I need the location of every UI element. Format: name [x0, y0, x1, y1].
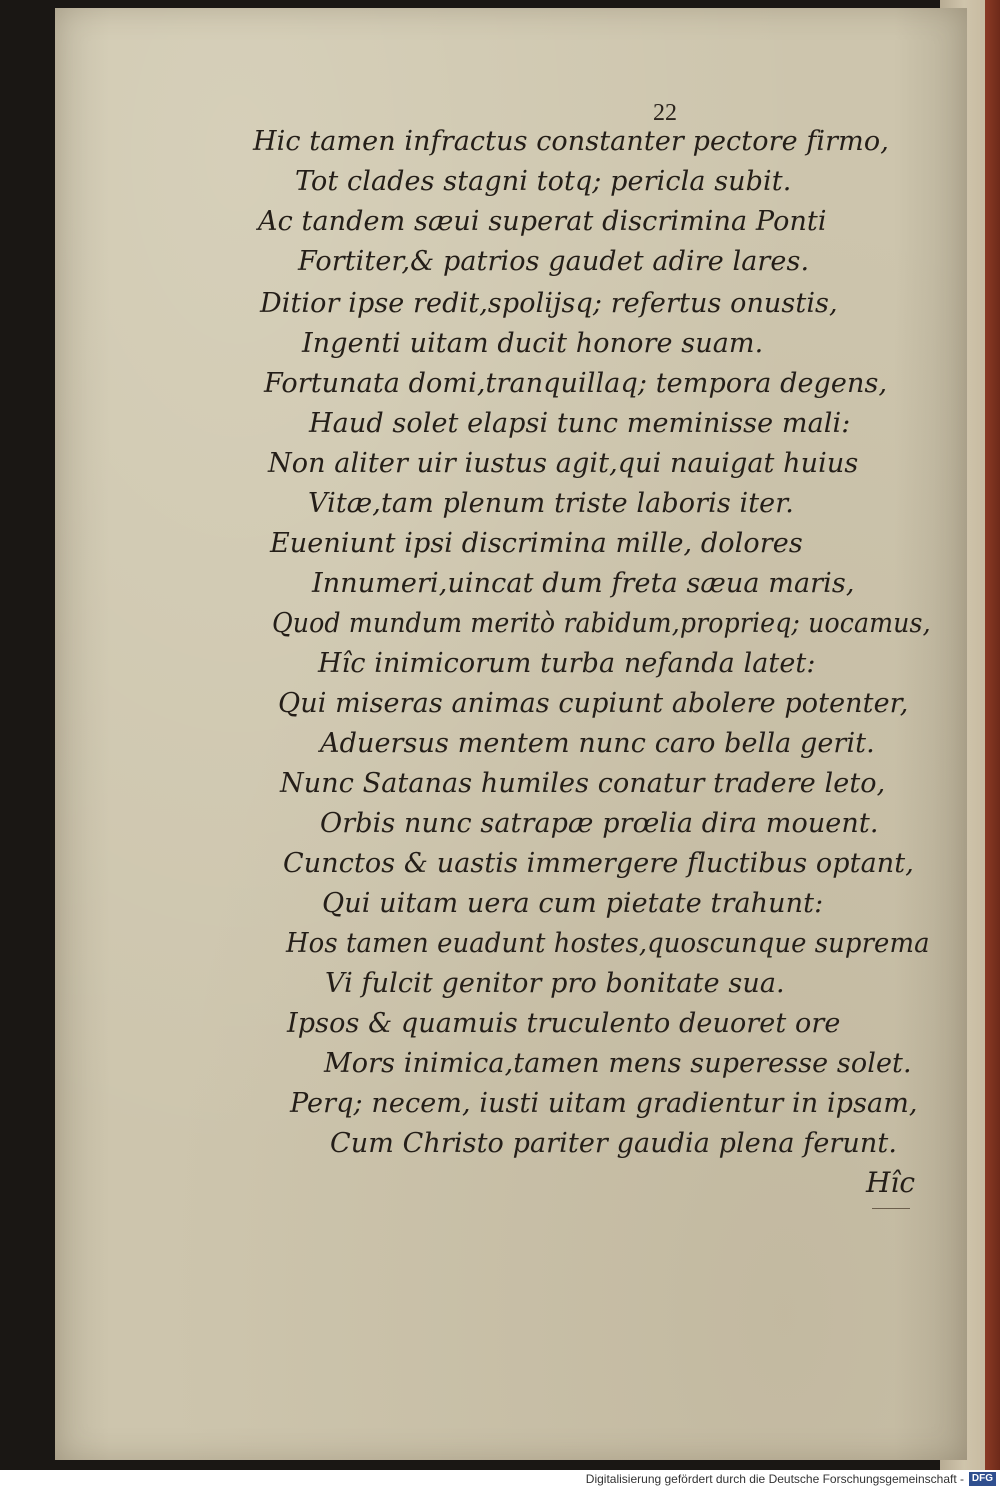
verse-line: Qui uitam uera cum pietate trahunt:: [322, 888, 824, 919]
book-cover-edge: [985, 0, 1000, 1470]
verse-line: Ipsos & quamuis truculento deuoret ore: [287, 1008, 841, 1039]
verse-line: Cunctos & uastis immergere fluctibus optant,: [283, 848, 914, 879]
verse-line: Ac tandem sæui superat discrimina Ponti: [258, 206, 827, 237]
funding-credit: Digitalisierung gefördert durch die Deutsche Forschungsgemeinschaft -: [585, 1472, 964, 1486]
verse-line: Hos tamen euadunt hostes,quoscunque suprema: [286, 928, 930, 959]
verse-line: Fortiter,& patrios gaudet adire lares.: [298, 246, 810, 277]
verse-line: Non aliter uir iustus agit,qui nauigat huius: [268, 448, 859, 479]
verse-line: Nunc Satanas humiles conatur tradere leto,: [280, 768, 886, 799]
catchword: Hîc: [866, 1166, 916, 1199]
verse-line: Quod mundum meritò rabidum,proprieq; uocamus,: [272, 608, 931, 639]
verse-line: Cum Christo pariter gaudia plena ferunt.: [330, 1128, 898, 1159]
verse-line: Hîc inimicorum turba nefanda latet:: [318, 648, 816, 679]
verse-line: Aduersus mentem nunc caro bella gerit.: [320, 728, 875, 759]
verse-line: Tot clades stagni totq; pericla subit.: [295, 166, 792, 197]
verse-line: Vitæ,tam plenum triste laboris iter.: [308, 488, 794, 519]
verse-line: Eueniunt ipsi discrimina mille, dolores: [270, 528, 803, 559]
catchword-rule: [872, 1208, 910, 1209]
verse-line: Ingenti uitam ducit honore suam.: [302, 328, 764, 359]
verse-line: Perq; necem, iusti uitam gradientur in ipsam,: [290, 1088, 918, 1119]
verse-line: Ditior ipse redit,spolijsq; refertus onustis,: [260, 288, 838, 319]
verse-line: Qui miseras animas cupiunt abolere potenter,: [278, 688, 909, 719]
verse-line: Fortunata domi,tranquillaq; tempora degens,: [264, 368, 888, 399]
verse-line: Mors inimica,tamen mens superesse solet.: [324, 1048, 912, 1079]
verse-line: Haud solet elapsi tunc meminisse mali:: [309, 408, 851, 439]
page-number: 22: [653, 100, 677, 126]
verse-line: Vi fulcit genitor pro bonitate sua.: [325, 968, 785, 999]
footer-bar: [0, 1470, 1000, 1489]
verse-line: Hic tamen infractus constanter pectore firmo,: [253, 126, 889, 157]
verse-line: Innumeri,uincat dum freta sæua maris,: [312, 568, 855, 599]
dfg-logo-icon: DFG: [969, 1472, 996, 1486]
verse-line: Orbis nunc satrapæ prœlia dira mouent.: [320, 808, 879, 839]
